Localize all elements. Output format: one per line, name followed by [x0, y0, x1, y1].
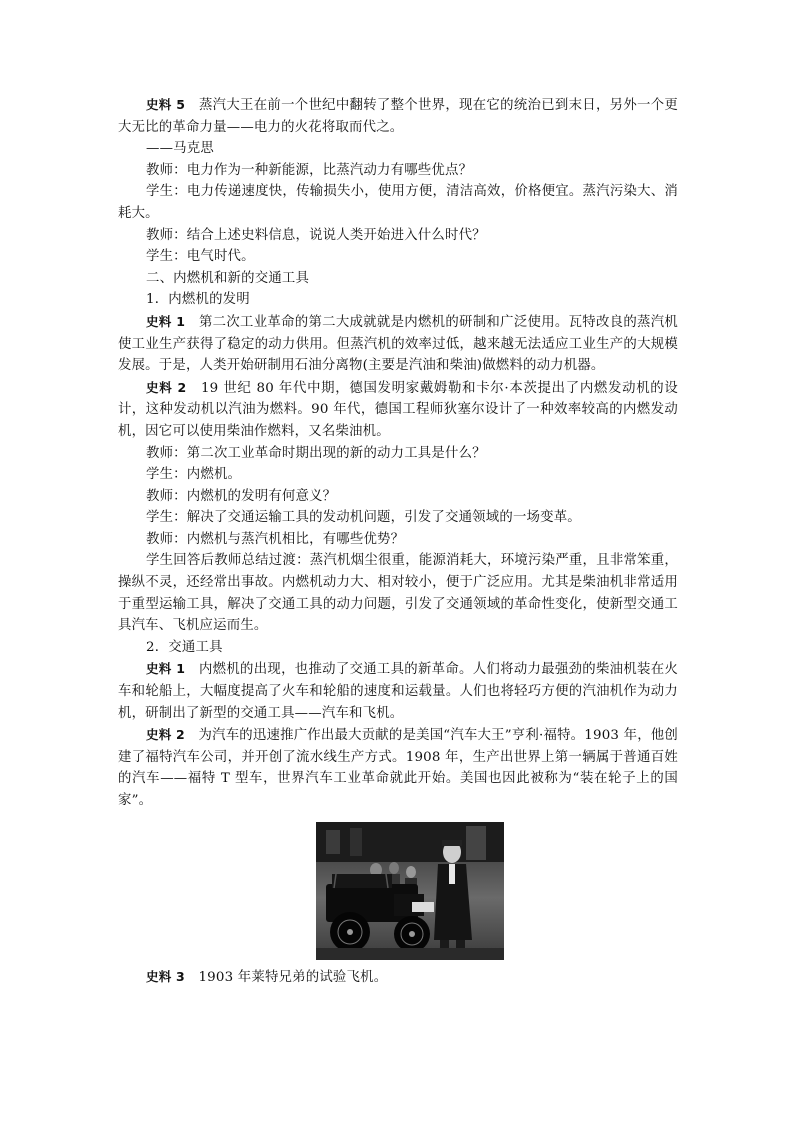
dialogue-line: 学生：电气时代。 — [146, 249, 255, 265]
document-body — [118, 94, 678, 988]
subsection-heading: 1．内燃机的发明 — [146, 292, 250, 308]
source-paragraph: 史料 3 1903 年莱特兄弟的试验飞机。 — [146, 968, 388, 985]
source-paragraph: 史料 5 蒸汽大王在前一个世纪中翻转了整个世界，现在它的统治已到末日，另外一个更大无比的革命力量——电力的火花将取而代之。 — [118, 97, 678, 135]
source-paragraph: 史料 1 第二次工业革命的第二大成就就是内燃机的研制和广泛使用。瓦特改良的蒸汽机使工业生产获得了稳定的动力供用。但蒸汽机的效率过低，越来越无法适应工业生产的大规模发展。于是，人类开始研制用石油分离物(主要是汽油和柴油)做燃料的动力机器。 — [118, 313, 678, 374]
summary-paragraph: 学生回答后教师总结过渡：蒸汽机烟尘很重，能源消耗大，环境污染严重，且非常笨重，操纵不灵，还经常出事故。内燃机动力大、相对较小，便于广泛应用。尤其是柴油机非常适用于重型运输工具，解决了交通工具的动力问题，引发了交通领域的革命性变化，使新型交通工具汽车、飞机应运而生。 — [118, 553, 678, 634]
dialogue-line: 学生：电力传递速度快，传输损失小，使用方便，清洁高效，价格便宜。蒸汽污染大、消耗大。 — [118, 184, 678, 221]
source-paragraph: 史料 2 为汽车的迅速推广作出最大贡献的是美国“汽车大王”亨利·福特。1903 年，他创建了福特汽车公司，并开创了流水线生产方式。1908 年，生产出世界上第一辆属于普通百姓的汽车——福特 T 型车，世界汽车工业革命就此开始。美国也因此被称为“装在轮子上的国家”。 — [118, 727, 679, 808]
source-label: 史料 1 — [146, 661, 186, 677]
source-paragraph: 史料 1 内燃机的出现，也推动了交通工具的新革命。人们将动力最强劲的柴油机装在火车和轮船上，大幅度提高了火车和轮船的速度和运载量。人们也将轻巧方便的汽油机作为动力机，研制出了新型的交通工具——汽车和飞机。 — [118, 661, 678, 721]
dialogue-line: 教师：第二次工业革命时期出现的新的动力工具是什么？ — [146, 445, 486, 461]
photo-ford-model-t-icon — [316, 822, 504, 960]
source-paragraph: 史料 2 19 世纪 80 年代中期，德国发明家戴姆勒和卡尔·本茨提出了内燃发动机的设计，这种发动机以汽油为燃料。90 年代，德国工程师狄塞尔设计了一种效率较高的内燃发动机，因它可以使用柴油作燃料，又名柴油机。 — [118, 379, 678, 439]
dialogue-line: 教师：内燃机与蒸汽机相比，有哪些优势？ — [146, 531, 405, 547]
section-heading: 二、内燃机和新的交通工具 — [146, 270, 310, 286]
dialogue-line: 教师：结合上述史料信息，说说人类开始进入什么时代？ — [146, 227, 486, 243]
dialogue-line: 教师：内燃机的发明有何意义？ — [146, 488, 337, 504]
source-label: 史料 2 — [146, 727, 185, 743]
source-label: 史料 1 — [146, 313, 186, 329]
dialogue-line: 教师：电力作为一种新能源，比蒸汽动力有哪些优点？ — [146, 162, 473, 178]
source-label: 史料 2 — [146, 379, 187, 395]
quote-attribution: ——马克思 — [146, 141, 214, 157]
dialogue-line: 学生：解决了交通运输工具的发动机问题，引发了交通领域的一场变革。 — [146, 510, 581, 526]
source-label: 史料 5 — [146, 97, 186, 112]
dialogue-line: 学生：内燃机。 — [146, 467, 242, 483]
subsection-heading: 2．交通工具 — [146, 639, 223, 655]
source-label: 史料 3 — [146, 968, 185, 984]
ford-model-t-photo — [316, 822, 504, 960]
